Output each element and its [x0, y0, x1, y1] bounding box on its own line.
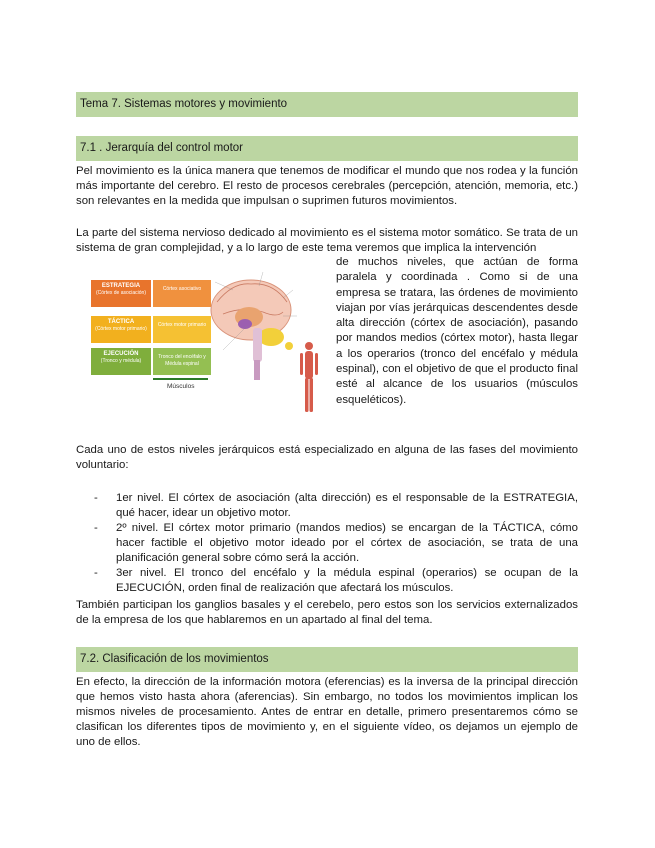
brain-illustration: [203, 262, 333, 430]
list-dash: -: [94, 522, 98, 534]
level-execution-title: EJECUCIÓN: [103, 351, 139, 357]
list-item-level-1: [76, 491, 578, 521]
level-tactics-title: TÁCTICA: [107, 319, 135, 325]
paragraph-motor-system-wrap: de muchos niveles, que actúan de forma paralela y coordinada . Como si de una empresa se tratara, las órdenes de movimiento viajan por vías jerárquicas descendentes desde alta dirección (córtex de asociación), pasando por mandos medios (córtex motor), hasta llegar a los operarios (tronco del encéfalo y médula espinal), con el objetivo de que el producto final esté al alcance de los usuarios (músculos esqueléticos).: [336, 256, 578, 406]
level-tactics-sub: (Córtex motor primario): [95, 326, 147, 332]
level-strategy-title: ESTRATEGIA: [101, 283, 141, 289]
list-item-level-2: [76, 521, 578, 566]
paragraph-classification: En efecto, la dirección de la información motora (eferencias) es la inversa de la principal dirección que hemos visto hasta ahora (aferencias). Sin embargo, no todos los movimientos implican los mismos niveles de procesamiento. Antes de entrar en detalle, primero presentaremos cómo se clasifican los diferentes tipos de movimiento y, en el siguiente vídeo, os dejamos un ejemplo de uno de ellos.: [76, 676, 578, 748]
section-heading-7-2: 7.2. Clasificación de los movimientos: [76, 647, 578, 672]
motor-hierarchy-figure: [85, 262, 330, 430]
level-execution-label: [91, 348, 151, 375]
chapter-heading: Tema 7. Sistemas motores y movimiento: [76, 92, 578, 117]
paragraph-intro: Pel movimiento es la única manera que tenemos de modificar el mundo que nos rodea y la función más importante del cerebro. El resto de procesos cerebrales (percepción, atención, memoria, etc.) son relevantes en la medida que impulsan o suprimen futuros movimientos.: [76, 165, 578, 207]
muscle-bar: [153, 378, 208, 380]
paragraph-motor-system-lead: La parte del sistema nervioso dedicado al movimiento es el sistema motor somático. Se trata de un sistema de gran complejidad, y a lo largo de este tema veremos que implica la intervención: [76, 227, 578, 254]
list-dash: -: [94, 567, 98, 579]
level-strategy-box: Córtex asociativo: [153, 280, 211, 307]
level-strategy-label: [91, 280, 151, 307]
list-item-text: 3er nivel. El tronco del encéfalo y la médula espinal (operarios) se ocupan de la EJECUCIÓN, orden final de realización que afectará los músculos.: [116, 567, 578, 594]
levels-list: [76, 491, 578, 596]
paragraph-basal-ganglia: También participan los ganglios basales y el cerebelo, pero estos son los servicios externalizados de la empresa de los que hablaremos en un apartado al final del tema.: [76, 599, 578, 626]
list-item-text: 2º nivel. El córtex motor primario (mandos medios) se encargan de la TÁCTICA, cómo hacer factible el objetivo motor ideado por el córtex de asociación, se trata de una planificación general sobre cómo será la acción.: [116, 522, 578, 564]
list-dash: -: [94, 492, 98, 504]
level-tactics-box: Córtex motor primario: [153, 316, 211, 343]
list-item-text: 1er nivel. El córtex de asociación (alta dirección) es el responsable de la ESTRATEGIA, qué hacer, idear un objetivo motor.: [116, 492, 578, 519]
section-heading-7-1: 7.1 . Jerarquía del control motor: [76, 136, 578, 161]
level-tactics-label: [91, 316, 151, 343]
muscles-label: Músculos: [167, 383, 195, 390]
level-strategy-sub: (Córtex de asociación): [95, 290, 147, 296]
paragraph-levels-intro: Cada uno de estos niveles jerárquicos está especializado en alguna de las fases del movimiento voluntario:: [76, 444, 578, 471]
list-item-level-3: [76, 566, 578, 596]
level-execution-sub: (Tronco y médula): [100, 358, 142, 364]
level-execution-box: Tronco del encéfalo y Médula espinal: [153, 348, 211, 375]
